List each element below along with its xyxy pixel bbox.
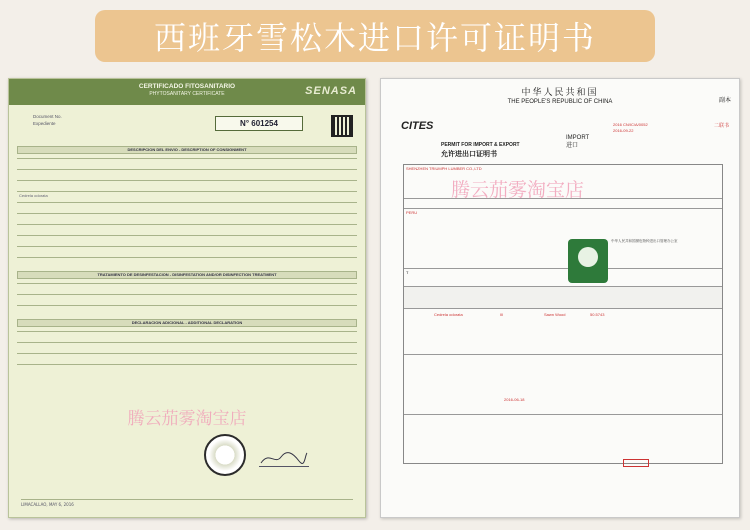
doc-label: Document No.	[33, 114, 62, 119]
red-stamp-icon	[623, 459, 649, 467]
form-row	[17, 180, 357, 191]
section-treatment: TRATAMIENTO DE DESINFESTACION - DISINFESTATION AND/OR DISINFECTION TREATMENT	[17, 271, 357, 279]
form-row	[17, 169, 357, 180]
form-row	[17, 257, 357, 268]
phytosanitary-certificate-image	[8, 78, 366, 518]
appendix: III	[500, 312, 504, 317]
place-date: LIMACALLAO, MAY 6, 2016	[21, 502, 74, 507]
import-label: IMPORT	[566, 135, 590, 141]
columns-header	[404, 287, 722, 309]
management-authority: 中华人民共和国濒危物种进出口管理办公室	[611, 239, 678, 243]
certificate-footer	[21, 499, 353, 507]
agency-logo: SENASA	[305, 85, 357, 97]
document-labels	[33, 113, 62, 127]
permit-info	[613, 122, 648, 134]
page-label: 二联书	[713, 123, 729, 129]
qr-code-icon	[331, 115, 353, 137]
form-row	[17, 235, 357, 246]
issue-date: 2016-06-18	[504, 397, 525, 402]
section-description: DESCRIPCION DEL ENVIO - DESCRIPTION OF CONSIGNMENT	[17, 146, 357, 154]
watermark-text: 腾云茄雾淘宝店	[451, 180, 585, 201]
header-line1: CERTIFICADO FITOSANITARIO	[138, 83, 236, 90]
purpose-cell	[404, 269, 722, 287]
permit-title-cn: 允许进出口证明书	[441, 151, 497, 158]
importer-name: SHENZHEN TRIUMPH LUMBER CO.,LTD	[406, 166, 482, 171]
country-cn: 中华人民共和国	[521, 87, 599, 97]
exporter-country: PERU	[406, 210, 418, 215]
valid-until: 2016-09-22	[613, 128, 634, 133]
form-row	[17, 364, 357, 375]
form-row	[17, 158, 357, 169]
import-cn: 进口	[566, 143, 579, 149]
permit-number: 2016 CN/IC/A/0052	[613, 122, 648, 127]
form-row: Cedrela odorata	[17, 191, 357, 202]
purpose: T	[406, 270, 409, 275]
cites-logo-icon: CITES	[401, 120, 434, 132]
watermark-text: 腾云茄雾淘宝店	[127, 409, 247, 429]
form-row	[17, 213, 357, 224]
expedition-label: Expediente	[33, 121, 56, 126]
issued-cell	[404, 355, 722, 415]
description: Sawn Wood	[544, 312, 566, 317]
form-row	[17, 342, 357, 353]
form-row	[17, 202, 357, 213]
signature	[259, 449, 309, 467]
additional-rows	[17, 331, 357, 375]
import-type	[566, 134, 589, 150]
certificate-header	[9, 79, 365, 105]
country-en: THE PEOPLE'S REPUBLIC OF CHINA	[507, 99, 613, 105]
form-row	[17, 294, 357, 305]
form-row	[17, 331, 357, 342]
section-additional: DECLARACION ADICIONAL - ADDITIONAL DECLARATION	[17, 319, 357, 327]
endorsement-cell	[404, 415, 722, 463]
permit-title-en: PERMIT FOR IMPORT & EXPORT	[441, 142, 520, 148]
certificate-number: N° 601254	[215, 116, 303, 131]
cites-permit-image	[380, 78, 740, 518]
official-seal-icon	[204, 434, 246, 476]
species-row	[404, 309, 722, 355]
cites-panda-logo-icon	[568, 239, 608, 283]
form-row	[17, 224, 357, 235]
form-row	[17, 246, 357, 257]
permit-header	[381, 79, 739, 105]
banner-title: 西班牙雪松木进口许可证明书	[153, 19, 596, 57]
header-line2: PHYTOSANITARY CERTIFICATE	[149, 91, 225, 97]
quantity: 50.5743	[590, 312, 605, 317]
species-name: Cedrela odorata	[434, 312, 463, 317]
description-rows	[17, 158, 357, 268]
treatment-rows	[17, 283, 357, 316]
form-row	[17, 353, 357, 364]
copy-label: 副本	[718, 98, 731, 104]
form-row	[17, 283, 357, 294]
title-banner	[95, 10, 655, 62]
form-row	[17, 305, 357, 316]
permit-form-grid	[403, 164, 723, 464]
